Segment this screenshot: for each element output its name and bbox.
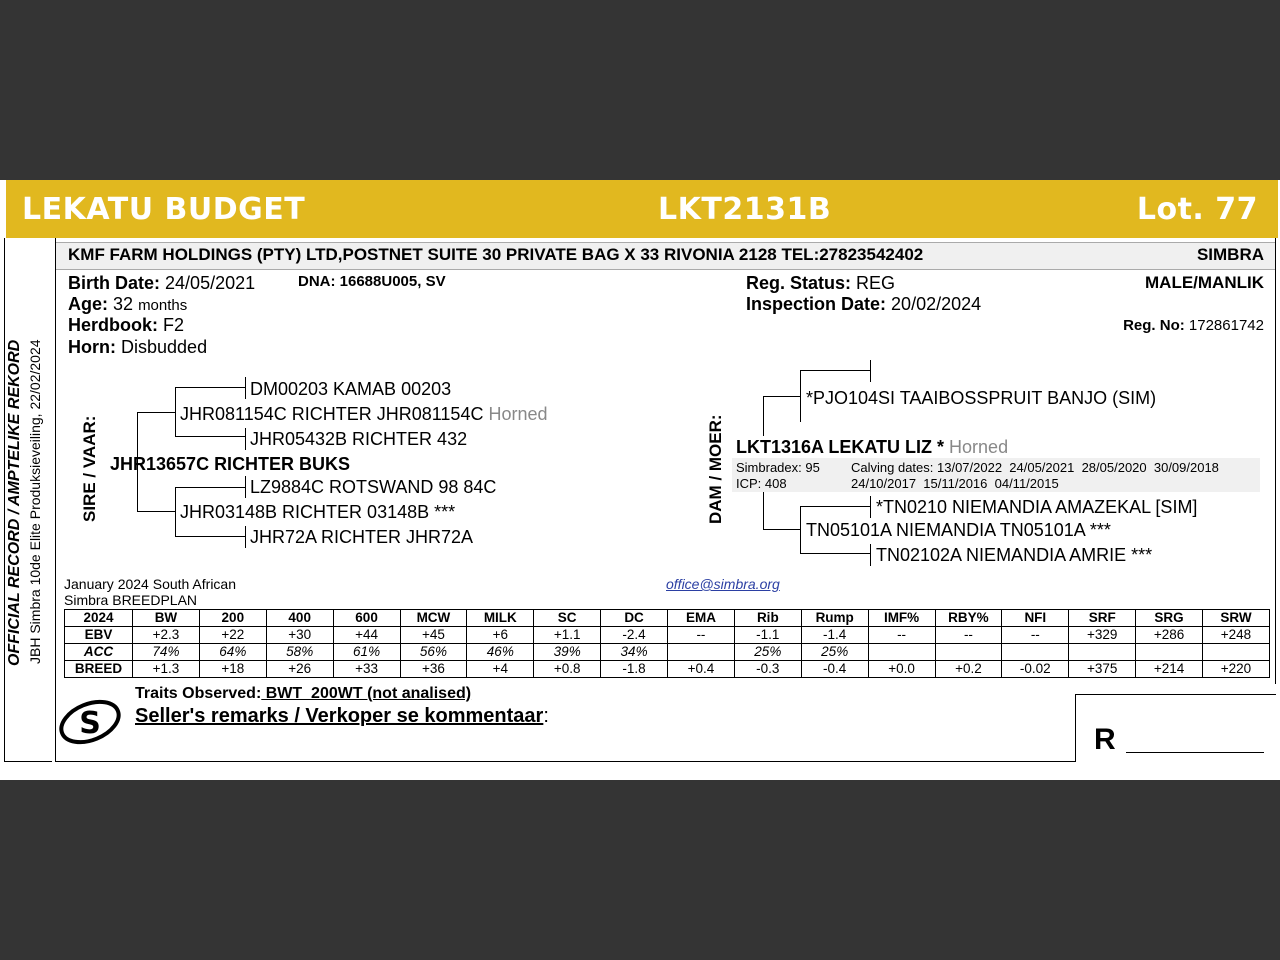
table-cell: +0.0 [868, 661, 935, 678]
frame-line [55, 761, 1075, 762]
trait-header-imf-pct: IMF% [868, 610, 935, 627]
table-cell: -1.4 [801, 627, 868, 644]
official-record-label: OFFICIAL RECORD / AMPTELIKE REKORD [6, 339, 23, 666]
table-cell: +0.8 [534, 661, 601, 678]
dam-name: LKT1316A LEKATU LIZ * Horned [736, 437, 1009, 457]
event-label: JBH Simbra 10de Elite Produksieveiling, 22/02/2024 [27, 339, 43, 664]
sire-sire: JHR081154C RICHTER JHR081154C Horned [180, 404, 548, 424]
pedigree-line [763, 492, 764, 530]
dam-dam-dam: TN02102A NIEMANDIA AMRIE *** [876, 545, 1153, 565]
table-cell: 25% [734, 644, 801, 661]
pedigree-line [870, 496, 871, 518]
breedplan-line-1: January 2024 South African [64, 576, 237, 592]
inspection-date: Inspection Date: 20/02/2024 [746, 294, 982, 314]
trait-header-400: 400 [266, 610, 333, 627]
table-cell: +0.2 [935, 661, 1002, 678]
table-cell [868, 644, 935, 661]
table-cell: -0.02 [1002, 661, 1069, 678]
dam-section-label: DAM / MOER: [706, 414, 725, 524]
table-cell: -0.3 [734, 661, 801, 678]
trait-header-rump: Rump [801, 610, 868, 627]
sire-dam-dam: JHR72A RICHTER JHR72A [250, 527, 474, 547]
trait-header-rib: Rib [734, 610, 801, 627]
table-cell: -- [1002, 627, 1069, 644]
table-cell: 46% [467, 644, 534, 661]
trait-header-srg: SRG [1136, 610, 1203, 627]
price-box-line [1075, 694, 1076, 762]
pedigree-line [763, 529, 800, 530]
frame-line [1275, 238, 1276, 684]
trait-header-srw: SRW [1203, 610, 1270, 627]
trait-header-rby-pct: RBY% [935, 610, 1002, 627]
dam-sire: *PJO104SI TAAIBOSSPRUIT BANJO (SIM) [806, 388, 1157, 408]
table-cell: +248 [1203, 627, 1270, 644]
owner-line: KMF FARM HOLDINGS (PTY) LTD,POSTNET SUITE 30 PRIVATE BAG X 33 RIVONIA 2128 TEL:27823542402 [68, 245, 924, 264]
pedigree-line [175, 436, 245, 437]
table-cell: 61% [333, 644, 400, 661]
sire-dam: JHR03148B RICHTER 03148B *** [180, 502, 456, 522]
table-cell: +26 [266, 661, 333, 678]
sex-label: MALE/MANLIK [1145, 273, 1264, 292]
herdbook: Herdbook: F2 [68, 315, 185, 335]
trait-header-mcw: MCW [400, 610, 467, 627]
side-divider [4, 238, 5, 762]
pedigree-line [245, 526, 246, 548]
birth-date: Birth Date: 24/05/2021 [68, 273, 256, 293]
table-cell: +45 [400, 627, 467, 644]
table-cell [1203, 644, 1270, 661]
svg-text:S: S [79, 706, 101, 741]
sire-sire-sire: DM00203 KAMAB 00203 [250, 379, 452, 399]
simbra-logo [56, 694, 126, 750]
table-cell: +1.3 [133, 661, 200, 678]
price-label: R [1094, 723, 1116, 756]
sire-section-label: SIRE / VAAR: [80, 415, 99, 522]
trait-header-nfi: NFI [1002, 610, 1069, 627]
table-cell: 74% [133, 644, 200, 661]
pedigree-line [175, 387, 245, 388]
pedigree-line [870, 360, 871, 382]
ebv-table [64, 609, 1270, 678]
email-link[interactable]: office@simbra.org [666, 576, 780, 592]
trait-header-600: 600 [333, 610, 400, 627]
pedigree-line [245, 428, 246, 450]
lot-card [0, 180, 1280, 780]
dam-dam-sire: *TN0210 NIEMANDIA AMAZEKAL [SIM] [876, 497, 1198, 517]
table-cell: +18 [199, 661, 266, 678]
trait-header-dc: DC [601, 610, 668, 627]
table-cell: -- [935, 627, 1002, 644]
table-cell: +0.4 [668, 661, 735, 678]
breed-label: SIMBRA [1196, 245, 1264, 264]
reg-number: Reg. No: 172861742 [1123, 317, 1264, 334]
animal-code: LKT2131B [658, 192, 832, 227]
side-divider [4, 761, 52, 762]
dam-icp: ICP: 408 [736, 476, 787, 491]
price-input-line[interactable] [1126, 752, 1264, 753]
dna-info: DNA: 16688U005, SV [298, 273, 446, 290]
table-cell: 39% [534, 644, 601, 661]
table-cell: 64% [199, 644, 266, 661]
dam-calving-dates: Calving dates: 13/07/2022 24/05/2021 28/05/2020 30/09/2018 [851, 460, 1219, 475]
table-cell [668, 644, 735, 661]
pedigree-line [175, 487, 176, 537]
table-cell: -2.4 [601, 627, 668, 644]
table-cell: -- [668, 627, 735, 644]
pedigree-line [175, 487, 245, 488]
trait-header-milk: MILK [467, 610, 534, 627]
table-cell: 58% [266, 644, 333, 661]
acc-row [65, 644, 1270, 661]
table-cell: +214 [1136, 661, 1203, 678]
pedigree-line [245, 476, 246, 498]
traits-observed: Traits Observed: BWT 200WT (not analised) [135, 685, 472, 702]
pedigree-line [175, 536, 245, 537]
row-label: EBV [65, 627, 133, 644]
table-cell: 25% [801, 644, 868, 661]
pedigree-line [763, 396, 764, 436]
table-cell: +6 [467, 627, 534, 644]
table-year-cell: 2024 [65, 610, 133, 627]
pedigree-line [800, 553, 870, 554]
trait-header-ema: EMA [668, 610, 735, 627]
dam-dam: TN05101A NIEMANDIA TN05101A *** [806, 520, 1111, 540]
table-cell [1002, 644, 1069, 661]
breed-avg-row [65, 661, 1270, 678]
price-box-line [1075, 694, 1276, 695]
table-cell: +286 [1136, 627, 1203, 644]
row-label: ACC [65, 644, 133, 661]
table-cell [935, 644, 1002, 661]
pedigree-line [800, 370, 801, 422]
age: Age: 32 months [68, 294, 188, 314]
breedplan-line-2: Simbra BREEDPLAN [64, 592, 198, 608]
table-cell: -1.8 [601, 661, 668, 678]
frame-line [55, 238, 56, 762]
table-cell: +2.3 [133, 627, 200, 644]
trait-header-200: 200 [199, 610, 266, 627]
pedigree-line [175, 387, 176, 437]
table-cell: +33 [333, 661, 400, 678]
sire-sire-dam: JHR05432B RICHTER 432 [250, 429, 468, 449]
table-cell: +375 [1069, 661, 1136, 678]
table-cell: +329 [1069, 627, 1136, 644]
horn-status: Horn: Disbudded [68, 337, 208, 357]
table-cell: +22 [199, 627, 266, 644]
pedigree-line [245, 377, 246, 399]
pedigree-line [870, 544, 871, 566]
pedigree-line [137, 412, 175, 413]
table-cell: 34% [601, 644, 668, 661]
table-cell [1069, 644, 1136, 661]
table-cell: +44 [333, 627, 400, 644]
table-cell: 56% [400, 644, 467, 661]
table-cell: +1.1 [534, 627, 601, 644]
table-cell [1136, 644, 1203, 661]
trait-header-sc: SC [534, 610, 601, 627]
pedigree-line [800, 370, 870, 371]
table-cell: -- [868, 627, 935, 644]
row-label: BREED [65, 661, 133, 678]
sire-name: JHR13657C RICHTER BUKS [110, 454, 351, 474]
farm-name: LEKATU BUDGET [22, 192, 306, 227]
table-cell: -0.4 [801, 661, 868, 678]
dam-calving-dates-2: 24/10/2017 15/11/2016 04/11/2015 [851, 476, 1059, 491]
ebv-row [65, 627, 1270, 644]
table-cell: +36 [400, 661, 467, 678]
table-cell: +220 [1203, 661, 1270, 678]
dam-simbradex: Simbradex: 95 [736, 460, 820, 475]
reg-status: Reg. Status: REG [746, 273, 896, 293]
pedigree-line [137, 511, 175, 512]
lot-banner [6, 180, 1278, 238]
table-cell: +30 [266, 627, 333, 644]
pedigree-line [763, 396, 800, 397]
trait-header-srf: SRF [1069, 610, 1136, 627]
pedigree-line [800, 506, 870, 507]
sire-dam-sire: LZ9884C ROTSWAND 98 84C [250, 477, 497, 497]
sellers-remarks: Seller's remarks / Verkoper se kommentaar: [135, 705, 549, 727]
table-cell: +4 [467, 661, 534, 678]
trait-header-bw: BW [133, 610, 200, 627]
pedigree-line [800, 506, 801, 554]
lot-number: Lot. 77 [1136, 192, 1258, 227]
ebv-header-row [65, 610, 1270, 627]
table-cell: -1.1 [734, 627, 801, 644]
